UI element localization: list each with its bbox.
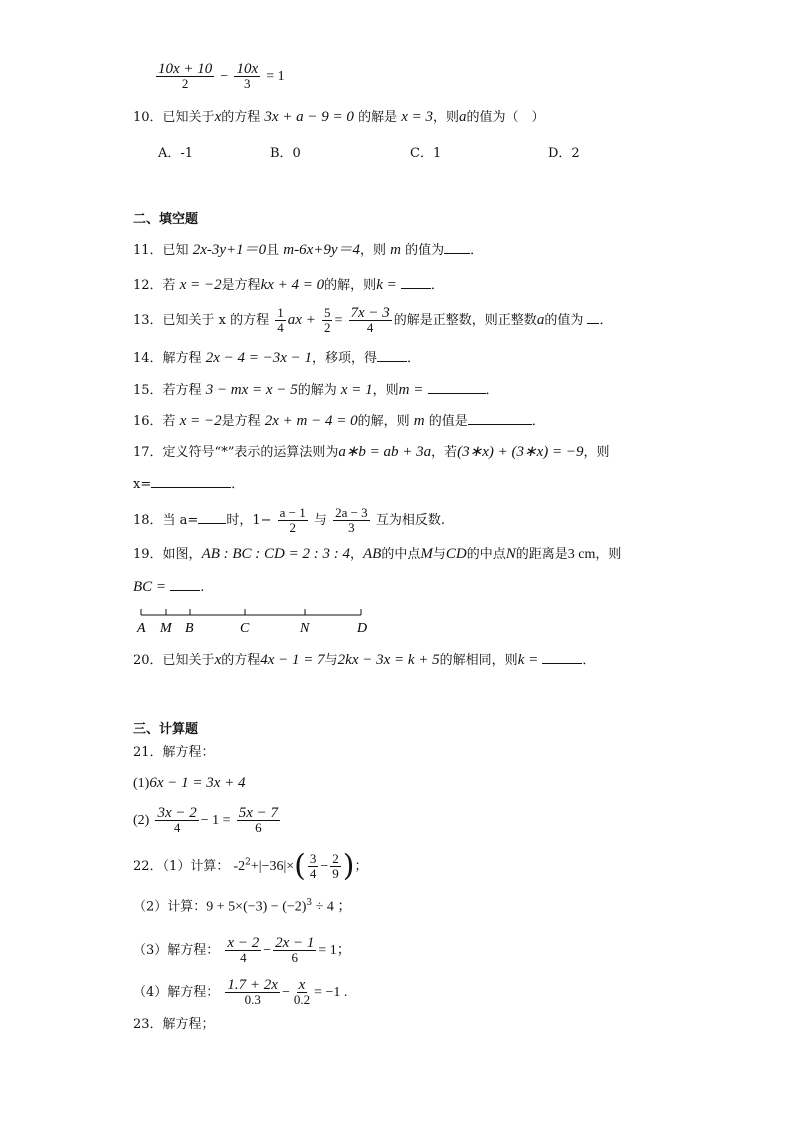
answer-blank[interactable] (170, 577, 200, 591)
right-paren: ) (342, 848, 355, 884)
question-21-part-1: (1)6x − 1 = 3x + 4 (133, 775, 246, 791)
question-11: 11．已知 2x-3y+1＝0且 m-6x+9y＝4，则 m 的值为 ． (133, 242, 484, 258)
answer-blank[interactable] (401, 275, 431, 289)
fraction: $\frac{1.7 + 2x}{0.3}$ (227, 977, 278, 1007)
answer-blank[interactable] (468, 411, 532, 425)
answer-blank[interactable] (198, 510, 226, 524)
option-b: B．0 (270, 146, 301, 161)
fraction: $\frac{x}{0.2}$ (293, 977, 311, 1007)
question-16: 16．若 x = −2是方程 2x + m − 4 = 0的解，则 m 的值是 ． (133, 413, 545, 429)
fraction: $\frac{10x}{3}$ (236, 61, 259, 91)
question-15: 15．若方程 3 − mx = x − 5的解为 x = 1，则m = ． (133, 382, 499, 398)
section-title-fill-in: 二、填空题 (133, 212, 199, 227)
section-title-calculation: 三、计算题 (133, 722, 199, 737)
label-n: N (300, 621, 310, 635)
fraction: $\frac{7x - 3}{4}$ (350, 305, 390, 335)
question-19-line-2: BC = . (133, 579, 205, 595)
question-18: 18．当 a= 时，1− $\frac{a - 1}{2}$ 与 $\frac{2a - 3}{3}$ 互为相反数. (133, 505, 445, 535)
fraction: $\frac{10x + 10}{2}$ (158, 61, 213, 91)
question-22-part-3: （3）解方程： $\frac{x - 2}{4}$ − $\frac{2x - 1}{6}$ = 1； (133, 935, 351, 965)
question-21-part-2: (2) $\frac{3x - 2}{4}$ − 1 = $\frac{5x - 7}{6}$ (133, 805, 278, 835)
question-13: 13．已知关于 x 的方程 $\frac{1}{4}$ ax + $\frac{5}{2}$ = $\frac{7x - 3}{4}$ 的解是正整数，则正整数a的值为 ． (133, 305, 613, 335)
label-m: M (160, 621, 172, 635)
answer-blank[interactable] (151, 474, 231, 488)
option-a: A．-1 (158, 146, 194, 161)
fraction: $\frac{2}{9}$ (332, 851, 339, 881)
question-12: 12．若 x = −2是方程kx + 4 = 0的解，则k = ． (133, 277, 444, 293)
question-17-line-2: x= ． (133, 474, 244, 494)
label-d: D (357, 621, 368, 635)
answer-blank[interactable] (444, 240, 470, 254)
label-c: C (240, 621, 250, 635)
question-14: 14．解方程 2x − 4 = −3x − 1，移项，得 ． (133, 350, 421, 366)
fraction: $\frac{1}{4}$ (277, 305, 284, 335)
answer-blank[interactable] (587, 310, 599, 324)
left-paren: ( (294, 848, 306, 884)
option-c: C．1 (410, 146, 442, 161)
question-21: 21．解方程： (133, 745, 215, 760)
fraction: $\frac{2x - 1}{6}$ (275, 935, 315, 965)
question-22-part-4: （4）解方程： $\frac{1.7 + 2x}{0.3}$ − $\frac{x}{0.2}$ = −1 . (133, 977, 348, 1007)
fraction: $\frac{2a - 3}{3}$ (335, 505, 368, 535)
question-10: 10．已知关于x的方程 3x + a − 9 = 0 的解是 x = 3，则a的值为（ ） (133, 109, 545, 125)
top-equation: $\frac{10x + 10}{2}$ − $\frac{10x}{3}$ = 1 (158, 61, 285, 91)
fraction: $\frac{5}{2}$ (323, 305, 331, 335)
option-d: D．2 (548, 146, 580, 161)
answer-blank[interactable] (428, 380, 486, 394)
question-22-part-2: （2）计算：$9 + 5\times(-3) - (-2)^3 \div 4$ ； (133, 898, 352, 915)
answer-blank[interactable] (377, 348, 407, 362)
segment-figure (133, 605, 373, 635)
fraction: $\frac{x - 2}{4}$ (227, 935, 260, 965)
question-19: 19．如图，AB : BC : CD = 2 : 3 : 4，AB的中点M与CD的中点N的距离是3 cm，则 (133, 546, 622, 562)
answer-blank[interactable] (542, 650, 582, 664)
question-20: 20．已知关于x的方程4x − 1 = 7与2kx − 3x = k + 5的解相同，则k = ． (133, 652, 596, 668)
question-17: 17．定义符号“*”表示的运算法则为a∗b = ab + 3a，若(3∗x) + (3∗x) = −9，则 (133, 444, 610, 460)
label-b: B (185, 621, 194, 635)
label-a: A (137, 621, 146, 635)
fraction: $\frac{3}{4}$ (309, 851, 317, 881)
fraction: $\frac{a - 1}{2}$ (279, 505, 306, 535)
fraction: $\frac{5x - 7}{6}$ (238, 805, 278, 835)
fraction: $\frac{3x - 2}{4}$ (157, 805, 197, 835)
question-22-part-1: 22．（1）计算： $-2^2+|-36|\times$( $\frac{3}{4}$ − $\frac{2}{9}$ )； (133, 848, 368, 884)
question-23: 23．解方程； (133, 1017, 215, 1032)
